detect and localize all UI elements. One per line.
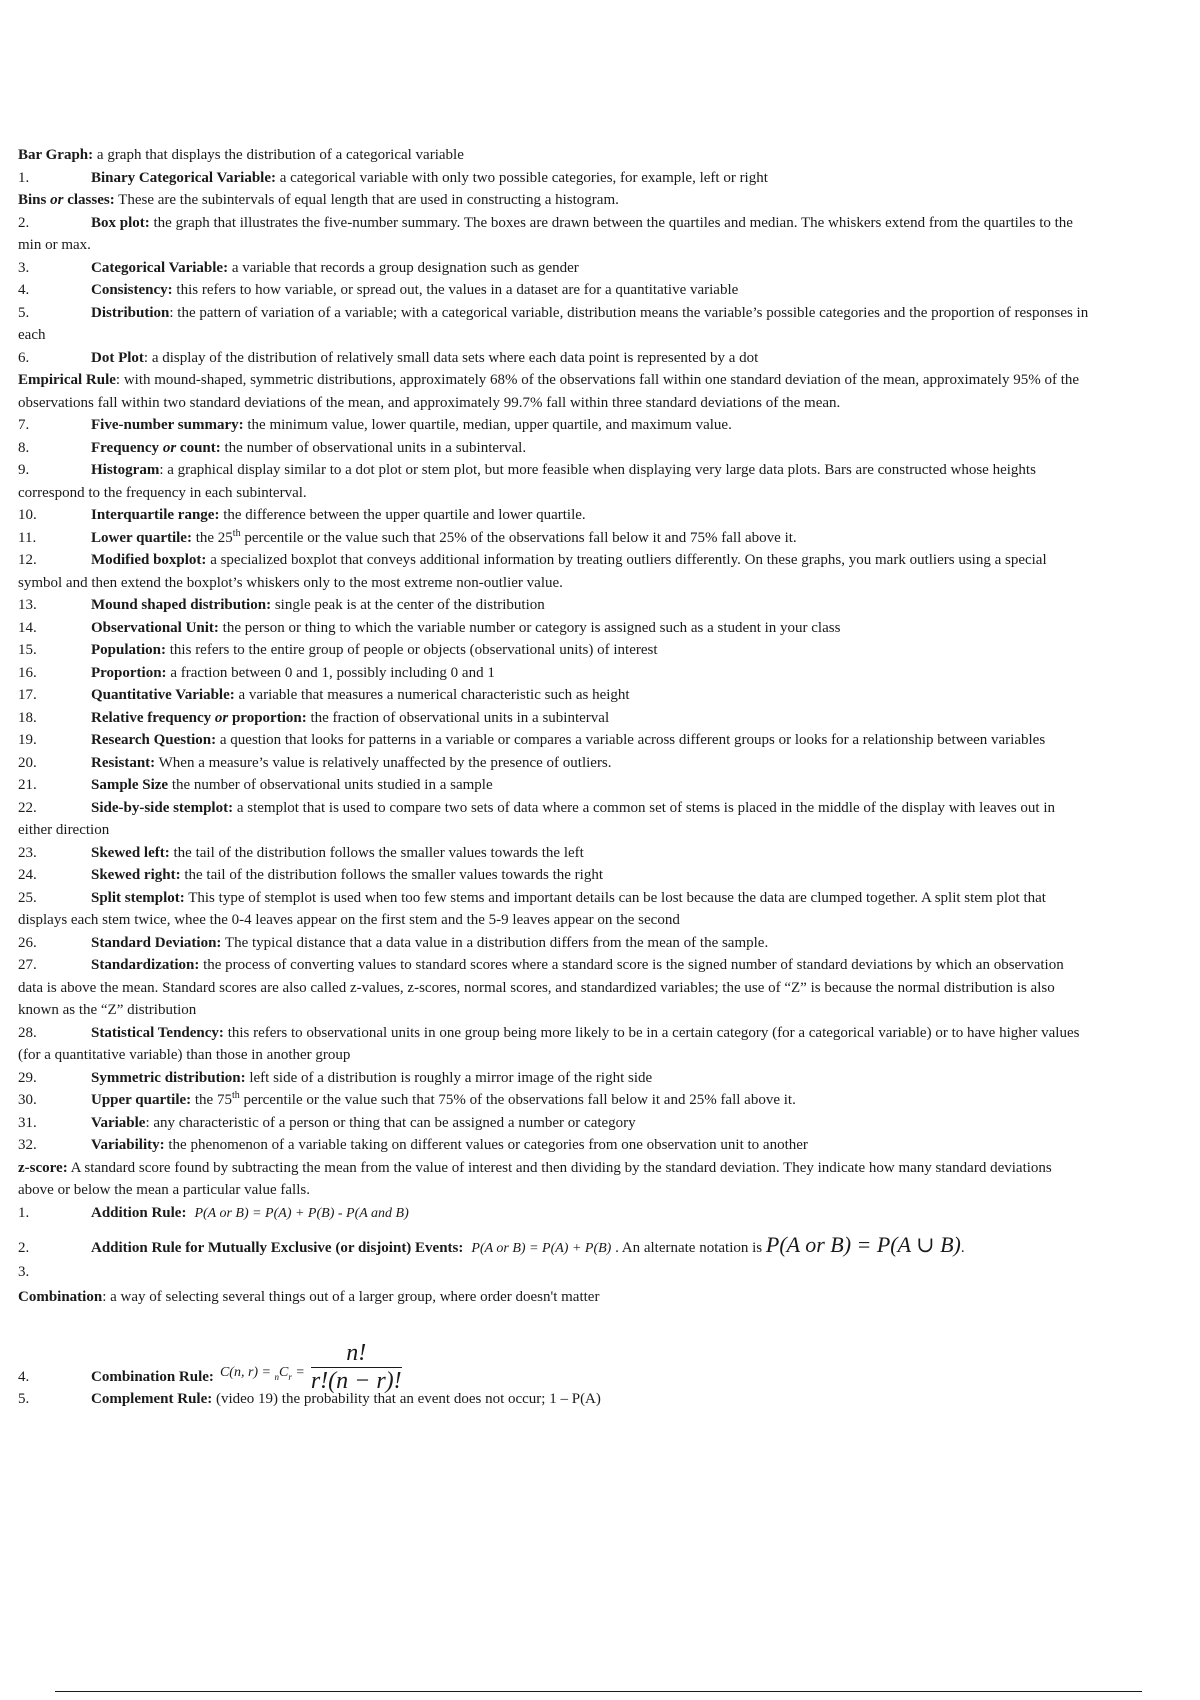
entry-line xyxy=(18,797,1200,820)
entry-term: Interquartile range: xyxy=(91,507,220,523)
entry-superscript: th xyxy=(231,1090,240,1101)
entry-line xyxy=(18,437,1200,460)
entry-number: 12. xyxy=(18,552,37,568)
entry-definition: : the pattern of variation of a variable; with a categorical variable, distribution means the variable’s possible categories and the proportion of responses in xyxy=(169,304,1089,321)
entry-number: 13. xyxy=(18,597,37,613)
entry-line xyxy=(18,347,1200,370)
entry-number: 20. xyxy=(18,754,37,771)
entry-term: Proportion: xyxy=(91,664,167,681)
glossary-entry xyxy=(18,1022,1200,1067)
glossary-entry xyxy=(18,459,1200,504)
glossary-entry xyxy=(18,639,1200,662)
entry-definition: When a measure’s value is relatively unaffected by the presence of outliers. xyxy=(155,754,612,771)
entry-term: Histogram xyxy=(91,462,160,478)
entry-number: 5. xyxy=(18,1391,30,1407)
entry-term: Bar Graph: xyxy=(18,147,94,163)
entry-continuation: data is above the mean. Standard scores are also called z-values, z-scores, normal scores, and standardized variables; the use of “Z” is because the normal distribution is also xyxy=(18,979,1055,996)
entry-number: 16. xyxy=(18,664,37,681)
entry-number: 4. xyxy=(18,1368,30,1385)
entry-definition: a variable that records a group designation such as gender xyxy=(228,259,579,276)
entry-term: Population: xyxy=(91,642,167,658)
entry-continuation: known as the “Z” distribution xyxy=(18,1002,197,1018)
entry-definition: : a way of selecting several things out of a larger group, where order doesn't matter xyxy=(102,1288,600,1305)
entry-continuation: min or max. xyxy=(18,237,91,253)
entry-definition: a variable that measures a numerical characteristic such as height xyxy=(234,687,630,703)
footer-rule xyxy=(55,1691,1142,1692)
entry-number: 6. xyxy=(18,349,30,366)
entry-definition: the 25 xyxy=(191,529,233,546)
entry-line xyxy=(18,257,1200,280)
entry-number: 8. xyxy=(18,439,30,456)
glossary-entry xyxy=(18,144,1200,167)
entry-term: Standard Deviation: xyxy=(91,934,222,951)
entry-term: Sample Size xyxy=(91,777,169,793)
entry-definition: a graph that displays the distribution of a categorical variable xyxy=(93,147,464,163)
entry-line xyxy=(18,1134,1200,1157)
glossary-entry xyxy=(18,729,1200,752)
entry-line xyxy=(18,707,1200,730)
glossary-entry xyxy=(18,1134,1200,1157)
entry-definition: : any characteristic of a person or thing that can be assigned a number or category xyxy=(145,1114,636,1131)
entry-term: Five-number summary: xyxy=(91,417,244,433)
entry-definition: the number of observational units in a subinterval. xyxy=(220,439,527,456)
formula: P(A or B) = P(A) + P(B) xyxy=(471,1241,612,1256)
entry-definition: A standard score found by subtracting the mean from the value of interest and then dividing by the standard deviation. They indicate how many standard deviations xyxy=(67,1159,1052,1176)
entry-definition: the person or thing to which the variable number or category is assigned such as a student in your class xyxy=(218,619,841,636)
entry-line xyxy=(18,842,1200,865)
entry-term: Categorical Variable: xyxy=(91,259,229,276)
glossary-entry xyxy=(18,617,1200,640)
entry-definition: a stemplot that is used to compare two sets of data where a common set of stems is placed in the middle of the display with leaves out in xyxy=(233,799,1055,816)
entry-term: Symmetric distribution: xyxy=(91,1069,246,1086)
entry-number: 10. xyxy=(18,507,37,523)
entry-term: Observational Unit: xyxy=(91,619,219,636)
formula-subscript: r xyxy=(288,1371,292,1382)
entry-number: 1. xyxy=(18,169,30,186)
glossary-entry xyxy=(18,257,1200,280)
fraction-numerator: n! xyxy=(311,1342,402,1368)
entry-number: 2. xyxy=(18,214,30,231)
glossary-entry xyxy=(18,864,1200,887)
entry-definition: the 75 xyxy=(191,1092,232,1108)
entry-continuation: above or below the mean a particular value falls. xyxy=(18,1182,310,1198)
entry-term: Addition Rule: xyxy=(91,1204,187,1221)
formula-part: = xyxy=(291,1364,305,1380)
entry-definition: : a graphical display similar to a dot plot or stem plot, but more feasible when displaying very large data plots. Bars are constructed whose heights xyxy=(159,462,1036,478)
entry-term: Combination Rule: xyxy=(91,1368,214,1385)
entry-line xyxy=(18,954,1200,977)
entry-term: Upper quartile: xyxy=(91,1092,192,1108)
glossary-entry xyxy=(18,797,1200,842)
entry-definition: The typical distance that a data value in a distribution differs from the mean of the sample. xyxy=(221,934,769,951)
fraction-denominator: r!(n − r)! xyxy=(310,1367,402,1394)
entry-line xyxy=(18,504,1200,527)
glossary-entry xyxy=(18,594,1200,617)
entry-number: 9. xyxy=(18,462,30,478)
entry-number: 3. xyxy=(18,259,30,276)
glossary-entry xyxy=(18,1157,1200,1202)
entry-number: 5. xyxy=(18,304,30,321)
formula-part: C xyxy=(279,1364,289,1380)
entry-definition: a question that looks for patterns in a variable or compares a variable across different groups or looks for a relationship between variables xyxy=(216,732,1046,748)
entry-line xyxy=(18,932,1200,955)
glossary-entry xyxy=(18,752,1200,775)
entry-number: 32. xyxy=(18,1137,37,1153)
glossary-entry xyxy=(18,774,1200,797)
entry-definition: These are the subintervals of equal length that are used in constructing a histogram. xyxy=(114,192,619,208)
entry-number: 11. xyxy=(18,529,37,546)
entry-number: 30. xyxy=(18,1092,37,1108)
glossary-entry xyxy=(18,504,1200,527)
entry-definition: single peak is at the center of the distribution xyxy=(271,597,545,613)
entry-term: Addition Rule for Mutually Exclusive (or disjoint) Events: xyxy=(91,1240,464,1256)
entry-definition: : with mound-shaped, symmetric distributions, approximately 68% of the observations fall within one standard deviation of the mean, approximately 95% of the xyxy=(115,372,1080,388)
entry-line xyxy=(18,459,1200,482)
entry-continuation: (for a quantitative variable) than those in another group xyxy=(18,1047,351,1063)
entry-term: Combination xyxy=(18,1288,103,1305)
entry-number: 21. xyxy=(18,777,37,793)
glossary-entry xyxy=(18,1067,1200,1090)
entry-line xyxy=(18,1022,1200,1045)
entry-definition: a categorical variable with only two possible categories, for example, left or right xyxy=(275,169,768,186)
entry-term: Distribution xyxy=(91,304,170,321)
entry-number: 18. xyxy=(18,709,37,726)
glossary-entry xyxy=(18,527,1200,550)
entry-term: Bins xyxy=(18,192,51,208)
combination-definition xyxy=(18,1286,1200,1309)
glossary-entry xyxy=(18,684,1200,707)
entry-line xyxy=(18,414,1200,437)
glossary-entry xyxy=(18,189,1200,212)
glossary-entry xyxy=(18,437,1200,460)
entry-term-or: or xyxy=(50,192,64,208)
entry-line xyxy=(18,279,1200,302)
entry-definition: percentile or the value such that 25% of the observations fall below it and 75% fall above it. xyxy=(240,529,797,546)
entry-definition: the number of observational units studied in a sample xyxy=(168,777,493,793)
entry-number: 27. xyxy=(18,957,37,973)
entry-line xyxy=(18,774,1200,797)
glossary-entry xyxy=(18,887,1200,932)
entry-term: Skewed right: xyxy=(91,867,181,883)
entry-term: Skewed left: xyxy=(91,844,170,861)
glossary-entry xyxy=(18,549,1200,594)
entry-line xyxy=(18,549,1200,572)
fraction xyxy=(311,1342,402,1392)
entry-term: proportion: xyxy=(228,709,307,726)
entry-number: 29. xyxy=(18,1069,37,1086)
entry-term: Variable xyxy=(91,1114,146,1131)
formula-subscript: n xyxy=(274,1371,279,1382)
entry-term: Side-by-side stemplot: xyxy=(91,799,234,816)
entry-line xyxy=(18,864,1200,887)
entry-continuation: displays each stem twice, whee the 0-4 leaves appear on the first stem and the 5-9 leaves appear on the second xyxy=(18,912,680,928)
entry-definition: the graph that illustrates the five-number summary. The boxes are drawn between the quartiles and median. The whiskers extend from the quartiles to the xyxy=(149,214,1073,231)
entry-number: 19. xyxy=(18,732,37,748)
entry-definition: This type of stemplot is used when too few stems and important details can be lost because the data are clumped together. A split stem plot that xyxy=(184,889,1046,906)
glossary-entry xyxy=(18,954,1200,1022)
glossary-entry xyxy=(18,1089,1200,1112)
entry-term-or: or xyxy=(162,439,177,456)
glossary-entry xyxy=(18,347,1200,370)
entry-definition: this refers to the entire group of people or objects (observational units) of interest xyxy=(166,642,658,658)
complement-rule xyxy=(18,1388,1200,1411)
entry-line xyxy=(18,369,1200,392)
entry-definition: . An alternate notation is xyxy=(611,1240,766,1256)
entry-line xyxy=(18,639,1200,662)
punctuation: . xyxy=(960,1240,965,1256)
entry-line xyxy=(18,662,1200,685)
entry-term: Frequency xyxy=(91,439,163,456)
entry-term: Lower quartile: xyxy=(91,529,192,546)
entry-term: Relative frequency xyxy=(91,709,215,726)
formula-part: C(n, r) = xyxy=(219,1364,275,1380)
entry-continuation: symbol and then extend the boxplot’s whiskers only to the most extreme non-outlier value. xyxy=(18,574,563,591)
entry-definition: the difference between the upper quartile and lower quartile. xyxy=(219,507,586,523)
entry-definition: : a display of the distribution of relatively small data sets where each data point is represented by a dot xyxy=(143,349,759,366)
glossary-entry xyxy=(18,1112,1200,1135)
entry-number: 31. xyxy=(18,1114,37,1131)
entry-term-or: or xyxy=(214,709,229,726)
entry-definition: the fraction of observational units in a subinterval xyxy=(306,709,610,726)
entry-term: Split stemplot: xyxy=(91,889,185,906)
entry-term: count: xyxy=(176,439,221,456)
glossary-entry xyxy=(18,707,1200,730)
entry-number: 7. xyxy=(18,417,30,433)
entry-definition: this refers to observational units in one group being more likely to be in a certain category (for a categorical variable) or to have higher values xyxy=(223,1024,1080,1041)
glossary-entry xyxy=(18,167,1200,190)
entry-line xyxy=(18,144,1200,167)
glossary-entry xyxy=(18,279,1200,302)
entry-definition: the process of converting values to standard scores where a standard score is the signed number of standard deviations by which an observation xyxy=(199,957,1064,973)
entry-term: Binary Categorical Variable: xyxy=(91,169,276,186)
glossary-entry xyxy=(18,414,1200,437)
entry-line xyxy=(18,167,1200,190)
entry-number: 4. xyxy=(18,282,30,298)
entry-line xyxy=(18,1067,1200,1090)
glossary-entry xyxy=(18,302,1200,347)
entry-line xyxy=(18,729,1200,752)
glossary-entry xyxy=(18,212,1200,257)
mutually-exclusive-rule xyxy=(18,1225,1200,1261)
entry-number: 24. xyxy=(18,867,37,883)
entry-line xyxy=(18,1261,1200,1284)
entry-definition: (video 19) the probability that an event does not occur; 1 – P(A) xyxy=(212,1391,601,1407)
entry-term: Research Question: xyxy=(91,732,217,748)
entry-term: Resistant: xyxy=(91,754,156,771)
entry-definition: a specialized boxplot that conveys additional information by treating outliers differently. On these graphs, you mark outliers using a special xyxy=(206,552,1047,568)
entry-term: Dot Plot xyxy=(91,349,144,366)
entry-definition: left side of a distribution is roughly a mirror image of the right side xyxy=(245,1069,653,1086)
combination-rule xyxy=(18,1322,1200,1394)
entry-line xyxy=(18,1112,1200,1135)
entry-number: 28. xyxy=(18,1024,37,1041)
entry-term: classes: xyxy=(63,192,115,208)
entry-line xyxy=(18,617,1200,640)
glossary-document xyxy=(18,144,1200,1411)
formula xyxy=(220,1362,305,1388)
glossary-entry xyxy=(18,932,1200,955)
entry-line xyxy=(18,752,1200,775)
entry-number: 1. xyxy=(18,1204,30,1221)
entry-number: 15. xyxy=(18,642,37,658)
formula: P(A or B) = P(A) + P(B) - P(A and B) xyxy=(194,1205,409,1221)
entry-definition: the minimum value, lower quartile, median, upper quartile, and maximum value. xyxy=(243,417,732,433)
entry-definition: percentile or the value such that 75% of the observations fall below it and 25% fall above it. xyxy=(239,1092,796,1108)
entry-superscript: th xyxy=(232,527,241,539)
entry-number: 26. xyxy=(18,934,37,951)
formula-large: P(A or B) = P(A ∪ B) xyxy=(765,1232,961,1257)
entry-number: 2. xyxy=(18,1240,30,1256)
entry-definition: the tail of the distribution follows the smaller values towards the left xyxy=(169,844,584,861)
entry-line xyxy=(18,1157,1200,1180)
entry-number: 3. xyxy=(18,1264,30,1280)
entry-term: Mound shaped distribution: xyxy=(91,597,272,613)
entry-definition: this refers to how variable, or spread out, the values in a dataset are for a quantitative variable xyxy=(172,282,739,298)
entry-term: Consistency: xyxy=(91,282,173,298)
glossary-entry xyxy=(18,369,1200,414)
entry-number: 17. xyxy=(18,687,37,703)
entry-continuation: correspond to the frequency in each subinterval. xyxy=(18,484,307,501)
entry-line xyxy=(18,302,1200,325)
entry-number: 23. xyxy=(18,844,37,861)
entry-line xyxy=(18,189,1200,212)
entry-continuation: either direction xyxy=(18,822,110,838)
entry-definition: the tail of the distribution follows the smaller values towards the right xyxy=(180,867,604,883)
entry-line xyxy=(18,594,1200,617)
entry-line xyxy=(18,887,1200,910)
entry-number: 14. xyxy=(18,619,37,636)
entry-term: Statistical Tendency: xyxy=(91,1024,224,1041)
entry-term: Variability: xyxy=(91,1137,165,1153)
entry-line xyxy=(18,1089,1200,1112)
entry-term: Box plot: xyxy=(91,214,150,231)
entry-continuation: observations fall within two standard deviations of the mean, and approximately 99.7% fall within three standard deviations of the mean. xyxy=(18,394,841,411)
glossary-entry xyxy=(18,662,1200,685)
entry-definition: a fraction between 0 and 1, possibly including 0 and 1 xyxy=(166,664,495,681)
entry-continuation: each xyxy=(18,327,46,343)
entry-line xyxy=(18,527,1200,550)
entry-term: Modified boxplot: xyxy=(91,552,207,568)
entry-line xyxy=(18,684,1200,707)
addition-rule xyxy=(18,1202,1200,1226)
entry-term: Complement Rule: xyxy=(91,1391,213,1407)
glossary-entry xyxy=(18,842,1200,865)
entry-number: 22. xyxy=(18,799,37,816)
entry-definition: the phenomenon of a variable taking on different values or categories from one observation unit to another xyxy=(164,1137,808,1153)
entry-term: z-score: xyxy=(18,1159,68,1176)
entry-number: 25. xyxy=(18,889,37,906)
entry-term: Empirical Rule xyxy=(18,372,116,388)
entry-line xyxy=(18,212,1200,235)
entry-term: Quantitative Variable: xyxy=(91,687,235,703)
entry-term: Standardization: xyxy=(91,957,200,973)
